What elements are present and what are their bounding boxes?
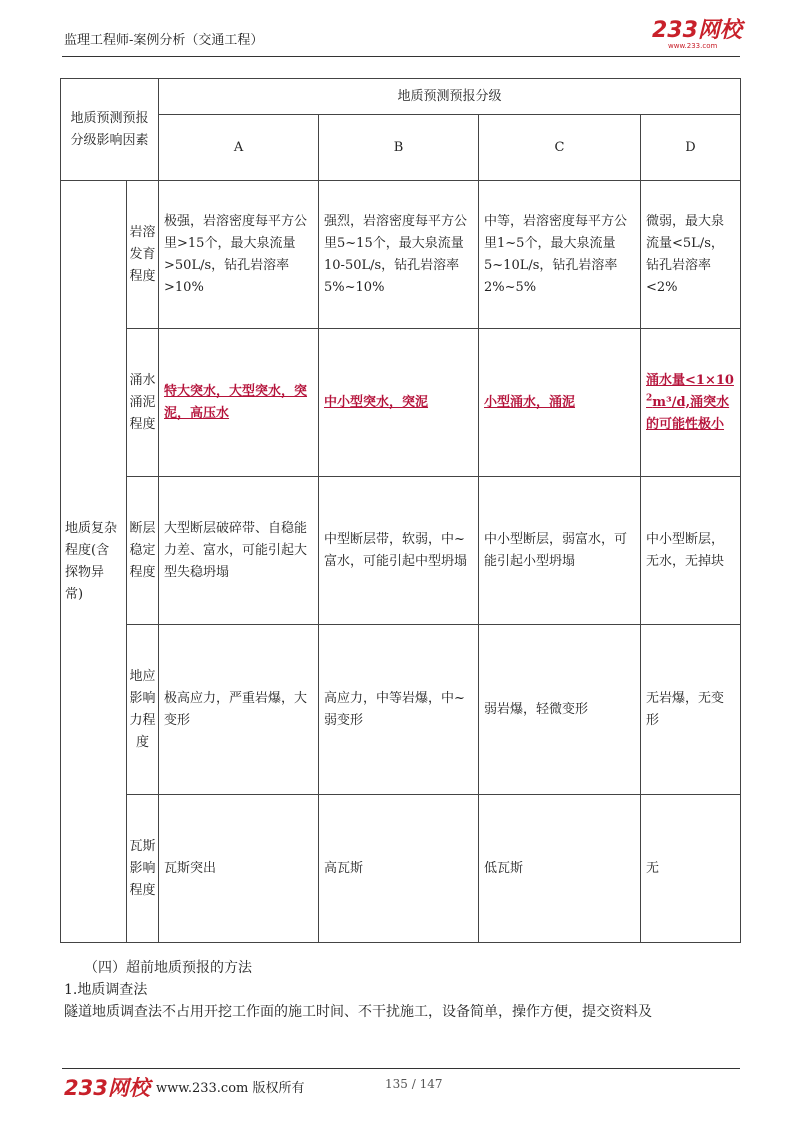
cell-text: 极强，岩溶密度每平方公里>15个，最大泉流量>50L/s，钻孔岩溶率>10%: [164, 213, 308, 295]
cell-text: 小型涌水，涌泥: [484, 394, 576, 410]
factor-label: 岩溶发育程度: [127, 181, 159, 329]
grade-b: B: [319, 115, 479, 181]
subsection-heading: 1.地质调查法: [64, 982, 148, 998]
cell-text: 极高应力，严重岩爆，大变形: [164, 690, 308, 728]
table-cell: [159, 795, 319, 943]
footer-copyright: www.233.com 版权所有: [156, 1081, 305, 1096]
brand-logo: 233网校: [652, 18, 742, 43]
table-cell: [159, 625, 319, 795]
group-label: 地质复杂程度(含探物异常): [65, 520, 118, 602]
header-title: 监理工程师-案例分析（交通工程）: [64, 33, 264, 48]
cell-text: 大型断层破碎带、自稳能力差、富水，可能引起大型失稳坍塌: [164, 520, 308, 580]
grade-d: D: [641, 115, 741, 181]
table-cell: [641, 625, 741, 795]
factor-header-cell: [61, 79, 159, 181]
table-cell: [479, 329, 641, 477]
cell-text: 无: [646, 860, 660, 876]
cell-text: 中小型断层，弱富水，可能引起小型坍塌: [484, 531, 628, 569]
factor-header: 地质预测预报分级影响因素: [70, 110, 149, 148]
cell-text: [641, 370, 740, 436]
table-cell: [159, 477, 319, 625]
table-cell: [319, 477, 479, 625]
grade-a: A: [159, 115, 319, 181]
footer-divider: [62, 1068, 740, 1069]
cell-text: 强烈，岩溶密度每平方公里5~15个，最大泉流量10-50L/s，钻孔岩溶率5%~10%: [324, 213, 468, 295]
geology-forecast-table: [60, 78, 741, 943]
table-cell: [641, 181, 741, 329]
cell-text: 中等，岩溶密度每平方公里1~5个，最大泉流量5~10L/s，钻孔岩溶率2%~5%: [484, 213, 628, 295]
cell-text-part: m³/d,涌突水的可能性极小: [646, 394, 730, 432]
paragraph-text: 隧道地质调查法不占用开挖工作面的施工时间、不干扰施工，设备简单，操作方便，提交资料及: [64, 1004, 652, 1020]
cell-text: 无岩爆，无变形: [646, 690, 725, 728]
cell-text: 微弱，最大泉流量<5L/s，钻孔岩溶率<2%: [646, 213, 725, 295]
grade-c: C: [479, 115, 641, 181]
table-cell: [319, 181, 479, 329]
table-cell: [479, 795, 641, 943]
cell-text: 中型断层带，软弱，中~富水，可能引起中型坍塌: [324, 531, 468, 569]
header-divider: [62, 56, 740, 57]
cell-text: 高瓦斯: [324, 860, 364, 876]
table-cell: [641, 329, 741, 477]
table-cell: [479, 625, 641, 795]
table-cell: [159, 181, 319, 329]
brand-logo-url: www.233.com: [668, 42, 718, 50]
table-cell: [319, 329, 479, 477]
table-cell: [641, 795, 741, 943]
cell-text: 高应力，中等岩爆，中~弱变形: [324, 690, 465, 728]
factor-label: 瓦斯影响程度: [127, 795, 159, 943]
section-heading: （四）超前地质预报的方法: [84, 960, 252, 976]
table-cell: [319, 625, 479, 795]
cell-text: 中小型断层，无水，无掉块: [646, 531, 725, 569]
cell-text-part: 涌水量<1×10: [646, 372, 734, 388]
table-cell: [159, 329, 319, 477]
table-cell: [641, 477, 741, 625]
grade-header: 地质预测预报分级: [159, 79, 741, 115]
footer-logo: 233网校: [64, 1076, 150, 1100]
factor-label: 地应影响力程度: [127, 625, 159, 795]
table-cell: [319, 795, 479, 943]
cell-superscript: 2: [646, 393, 653, 404]
factor-label: 断层稳定程度: [127, 477, 159, 625]
cell-text: 瓦斯突出: [164, 860, 217, 876]
cell-text: 弱岩爆，轻微变形: [484, 701, 589, 717]
cell-text: 低瓦斯: [484, 860, 524, 876]
group-label-cell: [61, 181, 127, 943]
table-cell: [479, 477, 641, 625]
factor-label: 涌水涌泥程度: [127, 329, 159, 477]
cell-text: 中小型突水，突泥: [324, 394, 429, 410]
page-number: 135 / 147: [385, 1077, 443, 1091]
cell-text: 特大突水，大型突水，突泥，高压水: [164, 383, 308, 421]
table-cell: [479, 181, 641, 329]
